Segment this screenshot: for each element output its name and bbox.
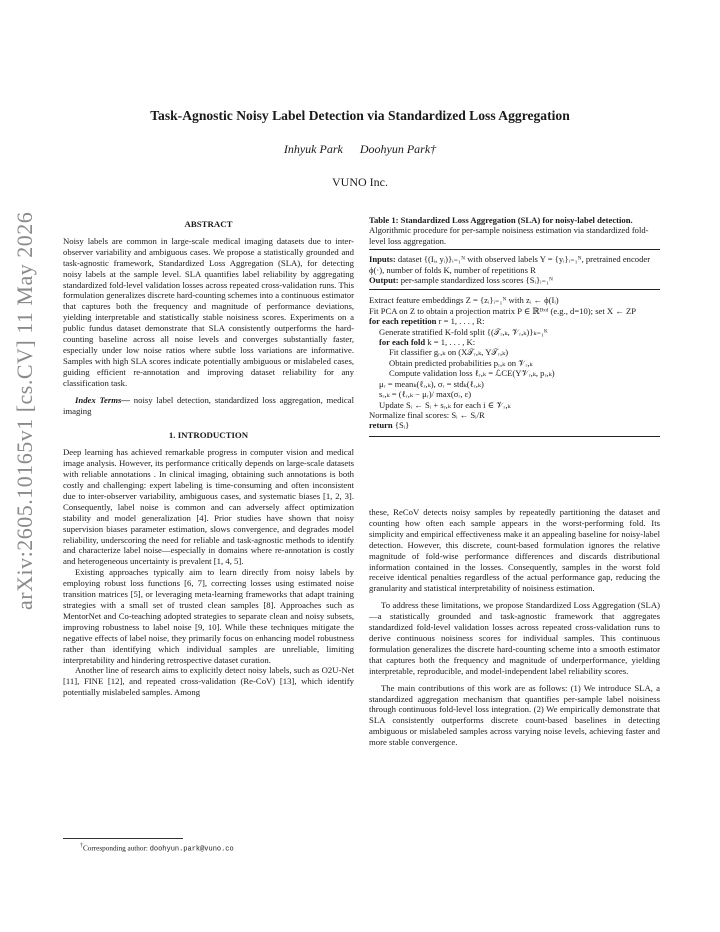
index-terms-text: noisy label detection, standardized loss aggregation, medical imaging xyxy=(63,394,354,416)
algorithm-statement: k = 1, . . . , K: xyxy=(425,337,476,348)
footnote-label: Corresponding author: xyxy=(83,844,150,853)
algorithm-line xyxy=(369,400,660,410)
right-column xyxy=(369,507,660,748)
table-rule xyxy=(369,436,660,437)
inputs-text: dataset {(Iᵢ, yᵢ)}ᵢ₌₁ᴺ with observed labels Y = {yᵢ}ᵢ₌₁ᴺ, pretrained encoder ϕ(·), number of folds K, number of repetitions R xyxy=(369,254,651,275)
algorithm-line xyxy=(369,327,660,337)
algorithm-keyword: for each fold xyxy=(379,337,426,348)
algorithm-line xyxy=(369,358,660,368)
algorithm-statement: Obtain predicted probabilities pᵣ,ₖ on 𝒱ᵣ,ₖ xyxy=(389,357,533,368)
caption-title: : Standardized Loss Aggregation (SLA) for noisy-label detection. xyxy=(395,215,633,225)
algorithm-io xyxy=(369,252,660,287)
output-label: Output: xyxy=(369,275,399,286)
algorithm-line xyxy=(369,389,660,399)
introduction-heading: 1. INTRODUCTION xyxy=(168,430,249,441)
abstract-text: Noisy labels are common in large-scale medical imaging datasets due to inter-observer variability and ambiguous cases. We propose a statistically grounded and task-agnostic framework, Standardized Loss Aggregation (SLA), for detecting noisy labels at the sample level. SLA quantifies label reliability by aggregating standardized fold-level validation losses across repeated cross-validation runs. This formulation generalizes discrete hard-counting schemes into a continuous estimator that captures both the frequency and magnitude of performance deviations, yielding interpretable and statistically stable noisiness scores. Experiments on a public fundus dataset demonstrate that SLA consistently outperforms the hard-counting baseline across all noise levels and converges substantially faster, especially under low noise ratios where subtle loss variations are informative. Samples with high SLA scores indicate potentially ambiguous or mislabeled cases, guiding efficient re-annotation and improving dataset reliability for any classification task. xyxy=(63,235,354,388)
author-list xyxy=(0,142,720,157)
body-paragraph: The main contributions of this work are as follows: (1) We introduce SLA, a standardized aggregation mechanism that quantifies per-sample label noisiness through continuous fold-level loss integration. (2) We empirically demonstrate that SLA consistently outperforms discrete count-based baselines in detecting ambiguous or mislabeled samples across varying noise levels, achieving faster and more stable convergence. xyxy=(369,682,660,748)
author-name: Doohyun Park† xyxy=(359,142,437,156)
algorithm-statement: Fit PCA on Z to obtain a projection matrix P ∈ ℝᴰˣᵈ (e.g., d=10); set X ← ZP xyxy=(369,305,637,316)
arxiv-identifier: arXiv:2605.10165v1 [cs.CV] 11 May 2026 xyxy=(12,211,37,610)
paper-title: Task-Agnostic Noisy Label Detection via Standardized Loss Aggregation xyxy=(150,108,570,123)
algorithm-keyword: for each repetition xyxy=(369,316,437,327)
algorithm-statement: Update Sᵢ ← Sᵢ + sᵣ,ₖ for each i ∈ 𝒱ᵣ,ₖ xyxy=(379,399,511,410)
algorithm-table xyxy=(369,215,660,439)
algorithm-statement: Compute validation loss ℓᵣ,ₖ = ℒCE(Y𝒱ᵣ,ₖ, pᵣ,ₖ) xyxy=(389,368,555,379)
algorithm-statement: μᵣ = meanₖ(ℓᵣ,ₖ), σᵣ = stdₖ(ℓᵣ,ₖ) xyxy=(379,378,484,389)
body-paragraph: these, ReCoV detects noisy samples by repeatedly partitioning the dataset and counting how often each sample appears in the worst-performing fold. Its simplicity and empirical effectiveness make it an appealing baseline for noisy-label detection. However, this discrete, count-based formulation ignores the relative magnitude of fold-wise performance differences and discards distributional information contained in the losses. Consequently, samples in the worst fold receive identical penalties regardless of the actual performance gap, reducing the granularity and statistical interpretability of noisiness estimation. xyxy=(369,507,660,594)
algorithm-statement: Extract feature embeddings Z = {zᵢ}ᵢ₌₁ᴺ with zᵢ ← ϕ(Iᵢ) xyxy=(369,295,559,306)
algorithm-statement: Generate stratified K-fold split {(𝒯ᵣ,ₖ, 𝒱ᵣ,ₖ)}ₖ₌₁ᴷ xyxy=(379,326,548,337)
footnote xyxy=(80,843,234,853)
caption-description: Algorithmic procedure for per-sample noisiness estimation via standardized fold-level loss aggregation. xyxy=(369,225,649,246)
algorithm-line xyxy=(369,379,660,389)
algorithm-statement: Fit classifier gᵣ,ₖ on (X𝒯ᵣ,ₖ, Y𝒯ᵣ,ₖ) xyxy=(389,347,509,358)
algorithm-line xyxy=(369,337,660,347)
algorithm-keyword: return xyxy=(369,420,393,431)
algorithm-steps xyxy=(369,292,660,433)
table-rule xyxy=(369,289,660,290)
algorithm-line xyxy=(369,295,660,305)
author-name: Inhyuk Park xyxy=(283,142,343,156)
footnote-email: doohyun.park@vuno.co xyxy=(149,845,234,854)
algorithm-statement: r = 1, . . . , R: xyxy=(436,316,485,327)
left-column xyxy=(63,219,354,698)
index-terms-label: Index Terms— xyxy=(75,394,131,405)
algorithm-inputs xyxy=(369,254,660,275)
index-terms xyxy=(63,395,354,417)
algorithm-line xyxy=(369,316,660,326)
algorithm-statement: Normalize final scores: Sᵢ ← Sᵢ/R xyxy=(369,409,485,420)
algorithm-line xyxy=(369,347,660,357)
inputs-label: Inputs: xyxy=(369,254,396,265)
algorithm-line xyxy=(369,410,660,420)
affiliation: VUNO Inc. xyxy=(332,175,388,189)
algorithm-line xyxy=(369,306,660,316)
algorithm-output xyxy=(369,275,660,285)
output-text: per-sample standardized loss scores {Sᵢ}ᵢ₌₁ᴺ xyxy=(398,275,553,286)
caption-label: Table 1 xyxy=(369,215,396,225)
footnote-divider xyxy=(63,838,183,839)
intro-paragraph: Deep learning has achieved remarkable progress in computer vision and medical image analysis. However, its performance critically depends on large-scale datasets with reliable annotations . In clinical imaging, obtaining such annotations is both costly and challenging: expert labeling is time-consuming and often inconsistent due to inter-observer variability, ambiguous cases, and systematic biases [1, 2, 3]. Consequently, label noise is common and can adversely affect optimization stability and model generalization [4]. Prior studies have shown that noisy supervision biases parameter estimation, slows convergence, and degrades model reliability, underscoring the need for reliable and task-agnostic methods to identify and characterize label noise—especially in domains where re-annotation is costly and heterogeneous uncertainty is prevalent [1, 4, 5]. xyxy=(63,447,354,567)
intro-paragraph: Another line of research aims to explicitly detect noisy labels, such as O2U-Net [11], FINE [12], and repeated cross-validation (Re-CoV) [13], which identify potentially mislabeled samples. Among xyxy=(63,665,354,698)
table-rule xyxy=(369,249,660,250)
algorithm-caption xyxy=(369,215,660,246)
body-paragraph: To address these limitations, we propose Standardized Loss Aggregation (SLA)—a statistically grounded and task-agnostic framework that aggregates standardized fold-level validation losses across repeated cross-validation runs to derive continuous noisiness scores for individual samples. This continuous formulation generalizes the discrete hard-counting scheme into a smooth estimator that captures both the frequency and magnitude of underperformance, yielding interpretable, reproducible, and model-independent label reliability scores. xyxy=(369,600,660,676)
algorithm-line xyxy=(369,368,660,378)
footnote-mark: † xyxy=(80,843,83,849)
algorithm-statement: sᵣ,ₖ = (ℓᵣ,ₖ − μᵣ)/ max(σᵣ, ε) xyxy=(379,389,472,400)
algorithm-line xyxy=(369,420,660,430)
intro-paragraph: Existing approaches typically aim to learn directly from noisy labels by employing robust loss functions [6, 7], correcting losses using estimated noise transition matrices [5], or leveraging meta-learning frameworks that adapt training strategies with a small set of trusted clean samples [8]. Approaches such as MentorNet and Co-teaching adopted strategies to separate clean and noisy subsets, improving robustness to label noise [9, 10]. While these techniques mitigate the negative effects of label noise, they primarily focus on enhancing model robustness rather than identifying which individual samples are unreliable, limiting interpretability and hindering retrospective dataset curation. xyxy=(63,567,354,665)
algorithm-statement: {Sᵢ} xyxy=(392,420,410,431)
abstract-heading: ABSTRACT xyxy=(184,219,233,229)
